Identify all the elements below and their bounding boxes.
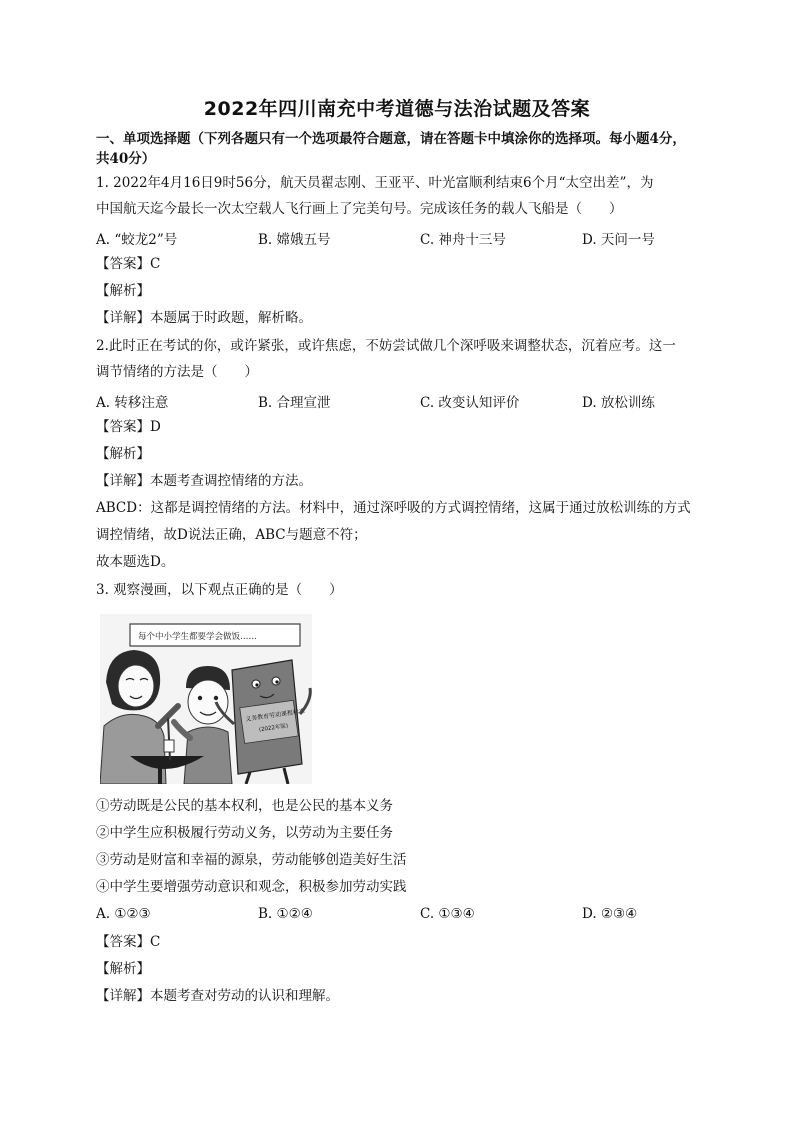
q1-detail: 【详解】本题属于时政题，解析略。 <box>96 310 312 326</box>
q1-option-c: C. 神舟十三号 <box>420 232 506 248</box>
q3-answer: 【答案】C <box>96 934 161 950</box>
q1-analysis: 【解析】 <box>96 283 150 299</box>
q3-statement-1: ①劳动既是公民的基本权利，也是公民的基本义务 <box>96 798 393 814</box>
q3-option-c: C. ①③④ <box>420 906 475 922</box>
q2-explanation: ABCD：这都是调控情绪的方法。材料中，通过深呼吸的方式调控情绪，这属于通过放松训练的方式 <box>96 500 691 516</box>
q2-stem-cont: 调节情绪的方法是（ ） <box>96 364 258 380</box>
q3-detail: 【详解】本题考查对劳动的认识和理解。 <box>96 988 339 1004</box>
page-title: 2022年四川南充中考道德与法治试题及答案 <box>203 98 591 120</box>
q3-statement-3: ③劳动是财富和幸福的源泉，劳动能够创造美好生活 <box>96 852 407 868</box>
q3-statement-2: ②中学生应积极履行劳动义务，以劳动为主要任务 <box>96 825 393 841</box>
q3-option-a: A. ①②③ <box>96 906 151 922</box>
q3-analysis: 【解析】 <box>96 961 150 977</box>
q2-option-d: D. 放松训练 <box>582 395 655 411</box>
section-heading: 一、单项选择题（下列各题只有一个选项最符合题意，请在答题卡中填涂你的选择项。每小题4分， <box>96 131 686 147</box>
q3-option-d: D. ②③④ <box>582 906 638 922</box>
q3-stem: 3. 观察漫画，以下观点正确的是（ ） <box>96 582 343 598</box>
q1-answer: 【答案】C <box>96 256 161 272</box>
cartoon-caption: 每个中小学生都要学会做饭…… <box>138 632 258 642</box>
q1-stem: 1. 2022年4月16日9时56分，航天员翟志刚、王亚平、叶光富顺利结束6个月“太空出差”，为 <box>96 175 654 191</box>
q2-option-c: C. 改变认知评价 <box>420 395 520 411</box>
q1-option-b: B. 嫦娥五号 <box>258 232 331 248</box>
q2-option-b: B. 合理宣泄 <box>258 395 331 411</box>
book-edition: (2022年版) <box>258 723 289 734</box>
q2-answer: 【答案】D <box>96 419 161 435</box>
q3-option-b: B. ①②④ <box>258 906 313 922</box>
q3-statement-4: ④中学生要增强劳动意识和观念，积极参加劳动实践 <box>96 879 407 895</box>
q2-detail: 【详解】本题考查调控情绪的方法。 <box>96 473 312 489</box>
q1-option-a: A. “蛟龙2”号 <box>96 232 178 248</box>
book-title: 义务教育劳动课程标准 <box>244 707 306 724</box>
q2-explanation-cont: 调控情绪，故D说法正确，ABC与题意不符； <box>96 527 367 543</box>
q2-stem: 2.此时正在考试的你，或许紧张，或许焦虑，不妨尝试做几个深呼吸来调整状态，沉着应考。这一 <box>96 338 676 354</box>
q2-analysis: 【解析】 <box>96 446 150 462</box>
q1-option-d: D. 天问一号 <box>582 232 655 248</box>
section-heading-cont: 共40分） <box>96 151 156 167</box>
labor-cartoon-image <box>100 614 312 784</box>
q2-option-a: A. 转移注意 <box>96 395 169 411</box>
q1-stem-cont: 中国航天迄今最长一次太空载人飞行画上了完美句号。完成该任务的载人飞船是（ ） <box>96 201 623 217</box>
q2-conclusion: 故本题选D。 <box>96 554 175 570</box>
